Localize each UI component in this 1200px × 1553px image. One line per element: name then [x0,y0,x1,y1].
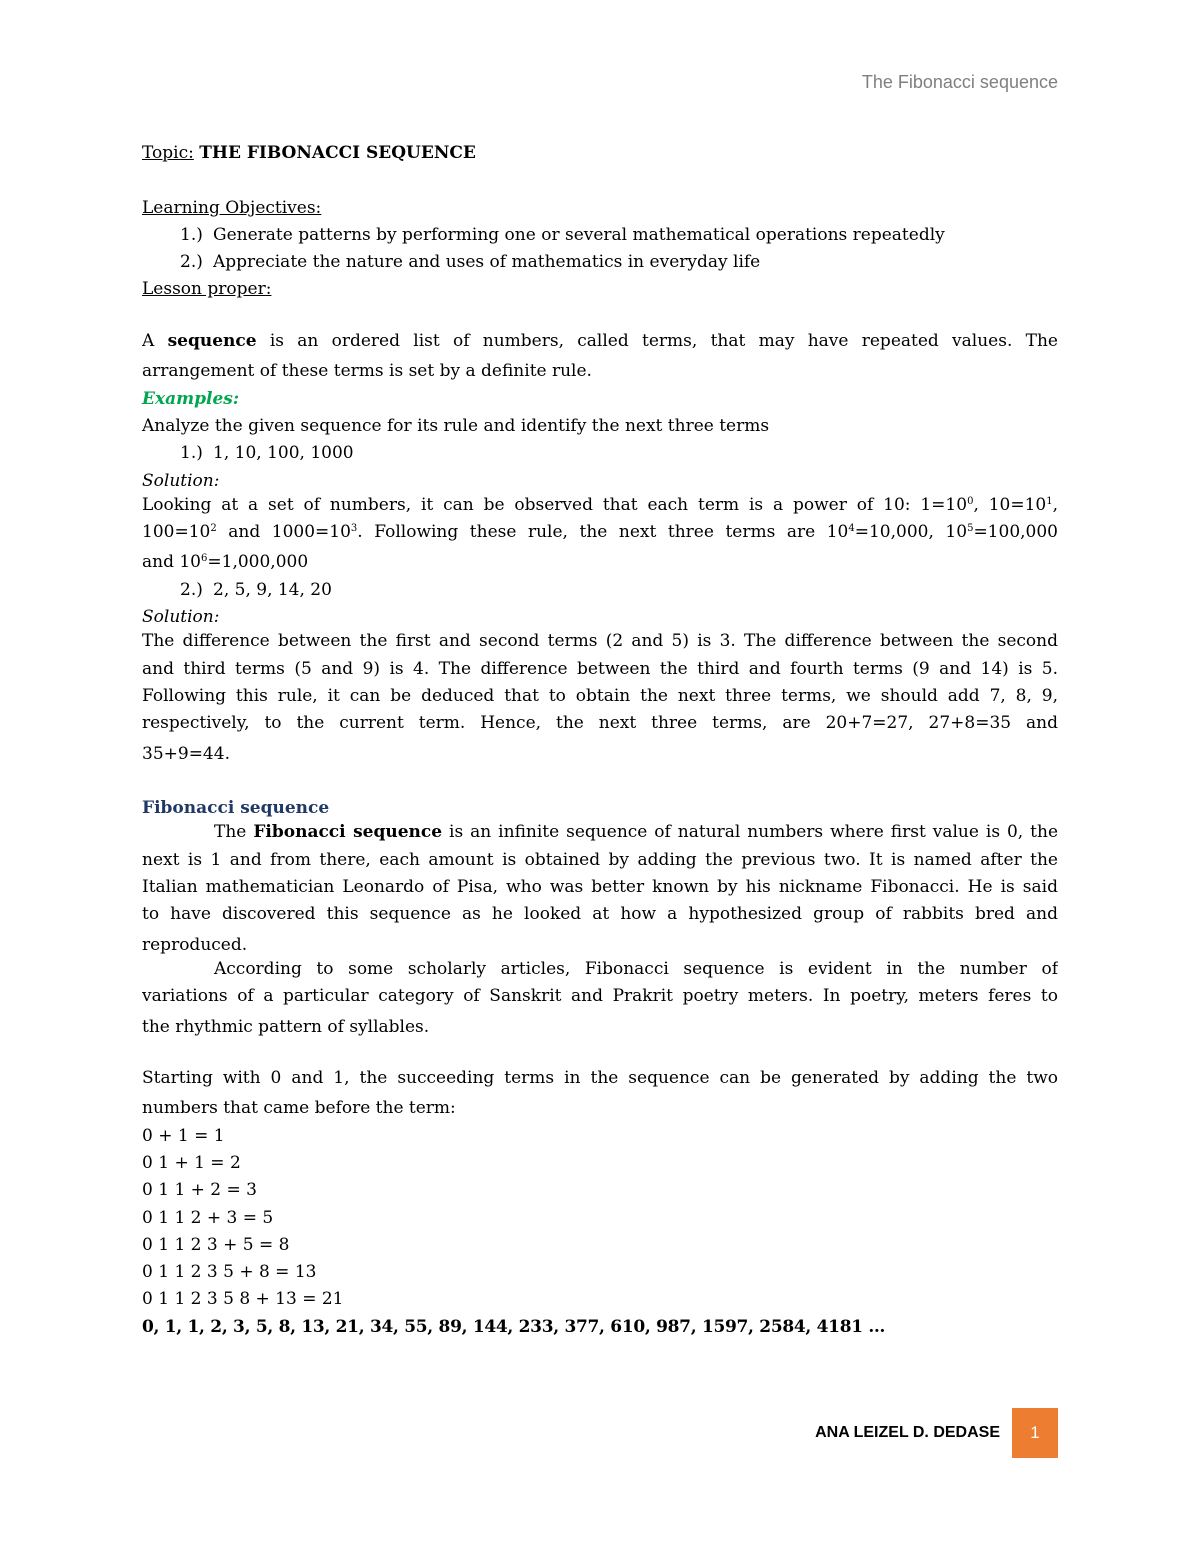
page-number: 1 [1012,1408,1058,1458]
fibonacci-paragraph-line: Italian mathematician Leonardo of Pisa, who was better known by his nickname Fibonacci. He is said [142,877,1058,898]
poetry-paragraph-line: the rhythmic pattern of syllables. [142,1016,430,1037]
example-2-solution-label: Solution: [142,607,220,628]
fibonacci-paragraph-line: next is 1 and from there, each amount is obtained by adding the previous two. It is named after the [142,849,1058,870]
lesson-label: Lesson proper: [142,279,272,300]
generation-step: 0 1 1 2 3 5 + 8 = 13 [142,1262,317,1283]
page-header: The Fibonacci sequence [861,72,1058,92]
example-1-sequence: 1.) 1, 10, 100, 1000 [180,443,354,464]
generation-step: 0 1 1 + 2 = 3 [142,1180,257,1201]
generation-paragraph-line: Starting with 0 and 1, the succeeding terms in the sequence can be generated by adding the two [142,1068,1058,1089]
generation-paragraph-line: numbers that came before the term: [142,1098,456,1119]
definition-line-1: A sequence is an ordered list of numbers, called terms, that may have repeated values. The [142,331,1058,352]
poetry-paragraph-line: According to some scholarly articles, Fibonacci sequence is evident in the number of [214,958,1058,979]
poetry-paragraph-line: variations of a particular category of Sanskrit and Prakrit poetry meters. In poetry, meters feres to [142,986,1058,1007]
fibonacci-heading: Fibonacci sequence [142,798,330,819]
examples-label: Examples: [142,388,240,409]
fibonacci-paragraph-line: to have discovered this sequence as he looked at how a hypothesized group of rabbits bred and [142,904,1058,925]
fibonacci-term: Fibonacci sequence [253,822,443,843]
fibonacci-paragraph-line: reproduced. [142,934,248,955]
objectives-label: Learning Objectives: [142,197,322,218]
example-2-solution-line: respectively, to the current term. Hence, the next three terms, are 20+7=27, 27+8=35 and [142,713,1058,734]
example-2-solution-line: 35+9=44. [142,743,230,764]
generation-step: 0 1 1 2 3 + 5 = 8 [142,1234,290,1255]
definition-line-2: arrangement of these terms is set by a definite rule. [142,361,592,382]
objective-item: 2.) Appreciate the nature and uses of mathematics in everyday life [180,252,761,273]
footer-author: ANA LEIZEL D. DEDASE [815,1424,1000,1441]
example-2-sequence: 2.) 2, 5, 9, 14, 20 [180,579,332,600]
example-2-solution-line: The difference between the first and second terms (2 and 5) is 3. The difference between the second [142,631,1058,652]
generation-step: 0 1 1 2 + 3 = 5 [142,1207,274,1228]
generation-step: 0 1 1 2 3 5 8 + 13 = 21 [142,1289,344,1310]
objective-item: 1.) Generate patterns by performing one or several mathematical operations repeatedly [180,224,945,245]
topic-title: THE FIBONACCI SEQUENCE [199,143,476,163]
fibonacci-sequence-list: 0, 1, 1, 2, 3, 5, 8, 13, 21, 34, 55, 89, 144, 233, 377, 610, 987, 1597, 2584, 4181 … [142,1316,886,1337]
topic-line [142,140,1058,167]
example-2-solution-line: and third terms (5 and 9) is 4. The difference between the third and fourth terms (9 and 14) is 5. [142,658,1058,679]
examples-instruction: Analyze the given sequence for its rule and identify the next three terms [142,415,770,436]
generation-step: 0 + 1 = 1 [142,1125,225,1146]
topic-label: Topic: [142,143,194,163]
example-2-solution-line: Following this rule, it can be deduced that to obtain the next three terms, we should add 7, 8, 9, [142,685,1058,706]
example-1-solution-line: and $10^6=1,000,000$ [142,552,309,573]
page-footer [815,1408,1058,1458]
example-1-solution-line: Looking at a set of numbers, it can be observed that each term is a power of 10: $1=10^0$, $10=10^1$, [142,494,1058,515]
definition-term: sequence [167,331,257,352]
fibonacci-paragraph-line: The Fibonacci sequence is an infinite sequence of natural numbers where first value is 0, the [214,822,1058,843]
generation-step: 0 1 + 1 = 2 [142,1152,241,1173]
example-1-solution-line: $100=10^2$ and $1000=10^3$. Following these rule, the next three terms are $10^4=10,000$, $10^5=100,000$ [142,522,1058,543]
example-1-solution-label: Solution: [142,470,220,491]
document-body [142,140,1058,1341]
